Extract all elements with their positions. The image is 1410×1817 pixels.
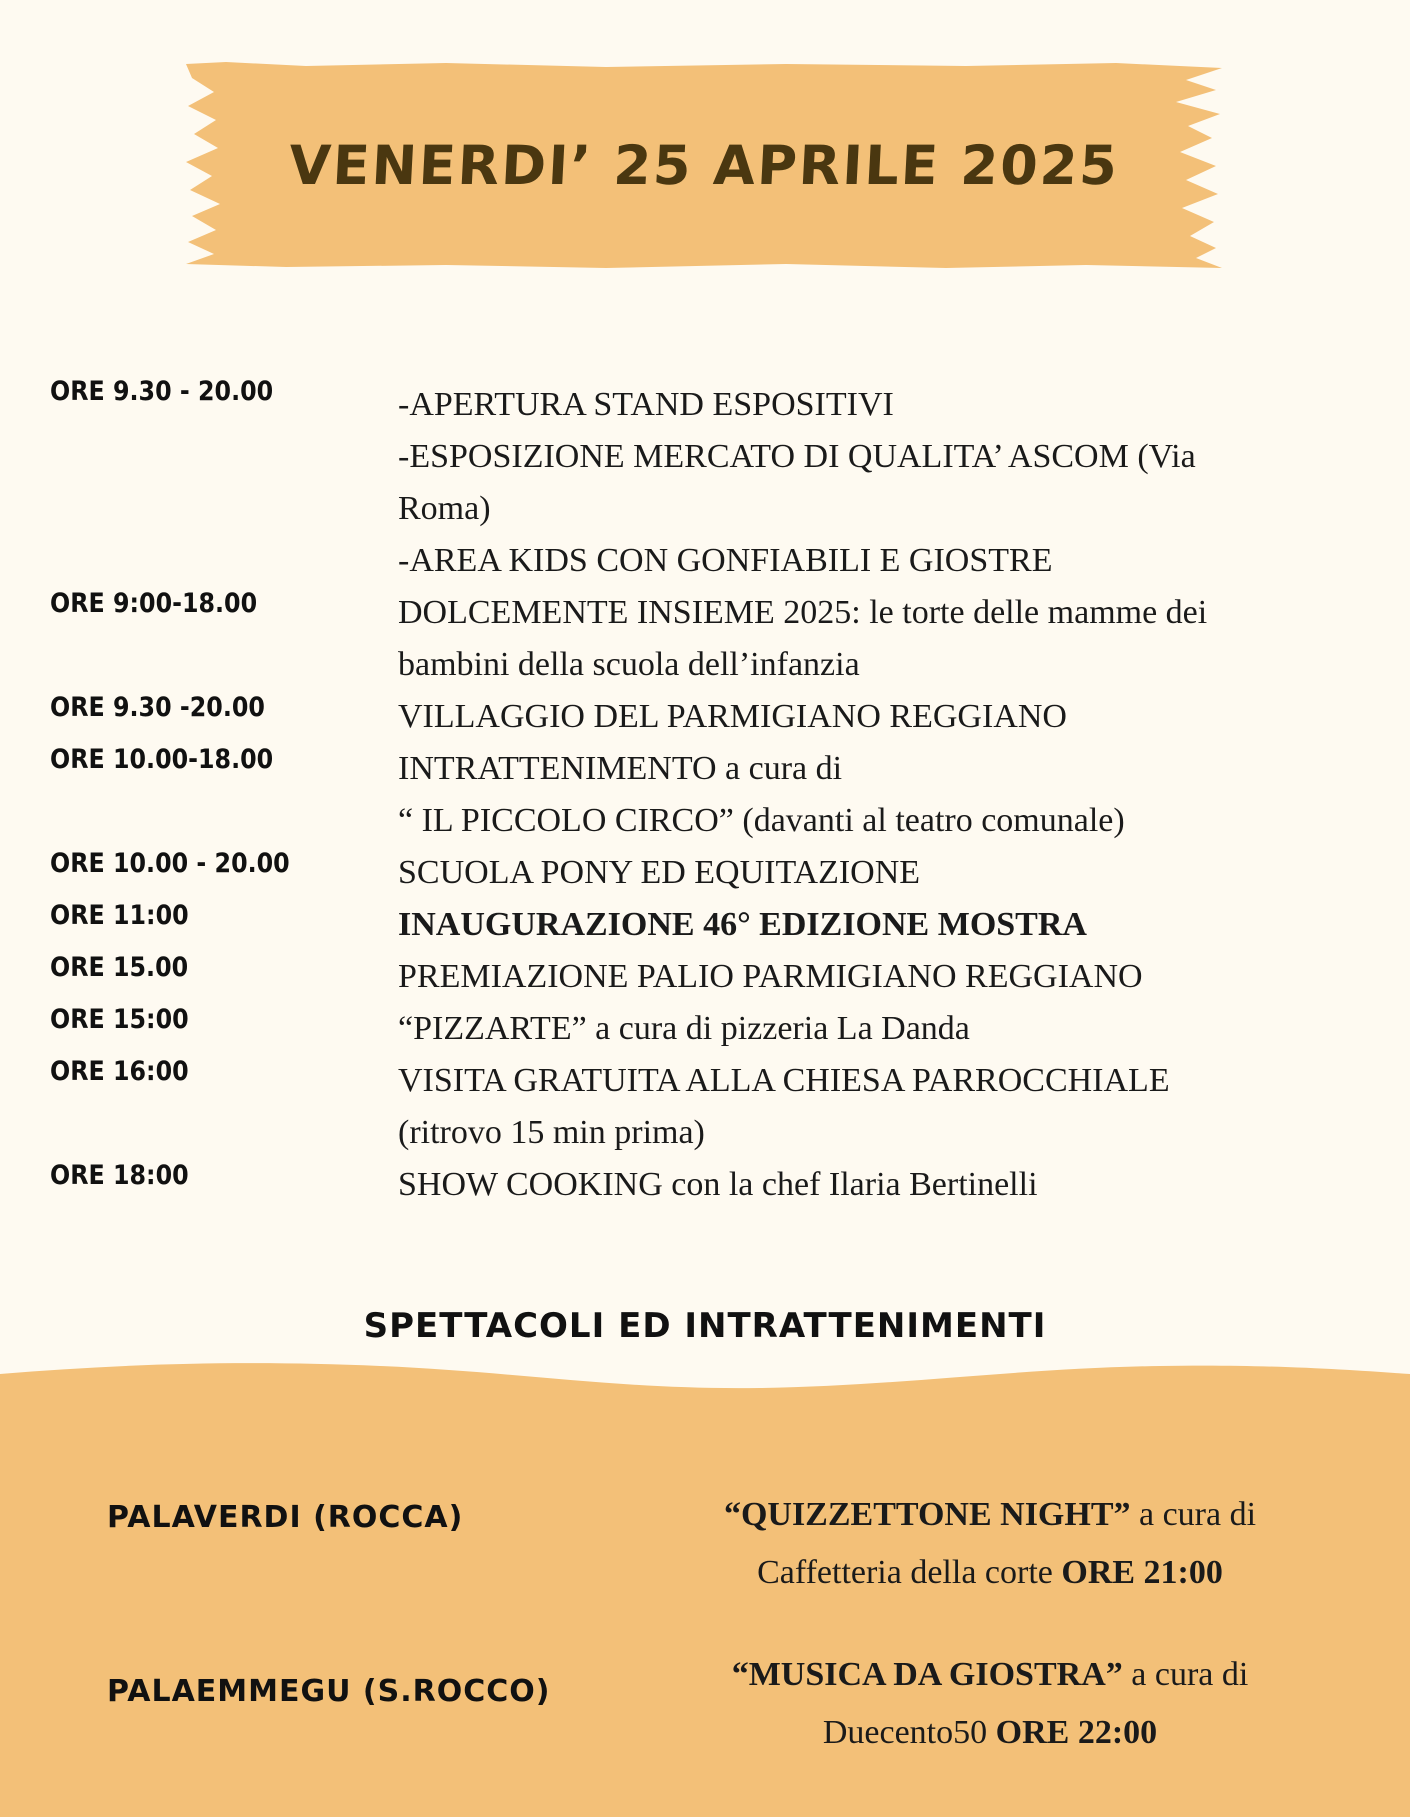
show-title: “MUSICA DA GIOSTRA” <box>731 1656 1123 1693</box>
schedule-time: ORE 15:00 <box>50 1004 189 1035</box>
show-time: ORE 22:00 <box>995 1714 1158 1751</box>
schedule-time: ORE 9:00-18.00 <box>50 588 258 619</box>
schedule-time: ORE 9.30 - 20.00 <box>50 376 274 407</box>
schedule-activity: “PIZZARTE” a cura di pizzeria La Danda <box>398 1010 970 1047</box>
schedule-activity: DOLCEMENTE INSIEME 2025: le torte delle mamme dei <box>398 594 1208 631</box>
schedule-activity: SCUOLA PONY ED EQUITAZIONE <box>398 854 921 891</box>
schedule-time: ORE 15.00 <box>50 952 189 983</box>
schedule-activity: bambini della scuola dell’infanzia <box>398 646 860 683</box>
venue-label: PALAVERDI (ROCCA) <box>107 1500 464 1535</box>
schedule-activity: -AREA KIDS CON GONFIABILI E GIOSTRE <box>398 542 1053 579</box>
show-credit: a cura di <box>1122 1656 1249 1693</box>
schedule-activity: VILLAGGIO DEL PARMIGIANO REGGIANO <box>398 698 1067 735</box>
schedule-activity: -APERTURA STAND ESPOSITIVI <box>398 386 894 423</box>
schedule-activity: VISITA GRATUITA ALLA CHIESA PARROCCHIALE <box>398 1062 1170 1099</box>
show-time: ORE 21:00 <box>1061 1554 1223 1591</box>
section-title: SPETTACOLI ED INTRATTENIMENTI <box>363 1306 1047 1346</box>
schedule-activity: PREMIAZIONE PALIO PARMIGIANO REGGIANO <box>398 958 1143 995</box>
schedule-activity: (ritrovo 15 min prima) <box>398 1114 705 1151</box>
schedule-time: ORE 9.30 -20.00 <box>50 692 265 723</box>
schedule-time: ORE 10.00-18.00 <box>50 744 274 775</box>
title-banner <box>186 62 1222 268</box>
venue-label: PALAEMMEGU (S.ROCCO) <box>107 1674 551 1709</box>
schedule-time: ORE 11:00 <box>50 900 189 931</box>
show-description <box>640 1486 1340 1602</box>
page-title: VENERDI’ 25 APRILE 2025 <box>287 133 1121 197</box>
schedule-time: ORE 18:00 <box>50 1160 189 1191</box>
show-organizer: Duecento50 <box>822 1714 996 1751</box>
schedule-activity: -ESPOSIZIONE MERCATO DI QUALITA’ ASCOM (Via <box>398 438 1196 475</box>
shows-section <box>0 1360 1410 1817</box>
schedule-time: ORE 10.00 - 20.00 <box>50 848 290 879</box>
schedule-activity: INTRATTENIMENTO a cura di <box>398 750 843 787</box>
show-description <box>640 1646 1340 1762</box>
show-credit: a cura di <box>1130 1496 1257 1533</box>
schedule-activity: Roma) <box>398 490 491 527</box>
schedule-activity: SHOW COOKING con la chef Ilaria Bertinelli <box>398 1166 1038 1203</box>
schedule-activity: “ IL PICCOLO CIRCO” (davanti al teatro comunale) <box>398 802 1125 839</box>
show-title: “QUIZZETTONE NIGHT” <box>723 1496 1131 1533</box>
schedule-time: ORE 16:00 <box>50 1056 189 1087</box>
show-organizer: Caffetteria della corte <box>757 1554 1062 1591</box>
schedule-activity: INAUGURAZIONE 46° EDIZIONE MOSTRA <box>398 906 1087 943</box>
